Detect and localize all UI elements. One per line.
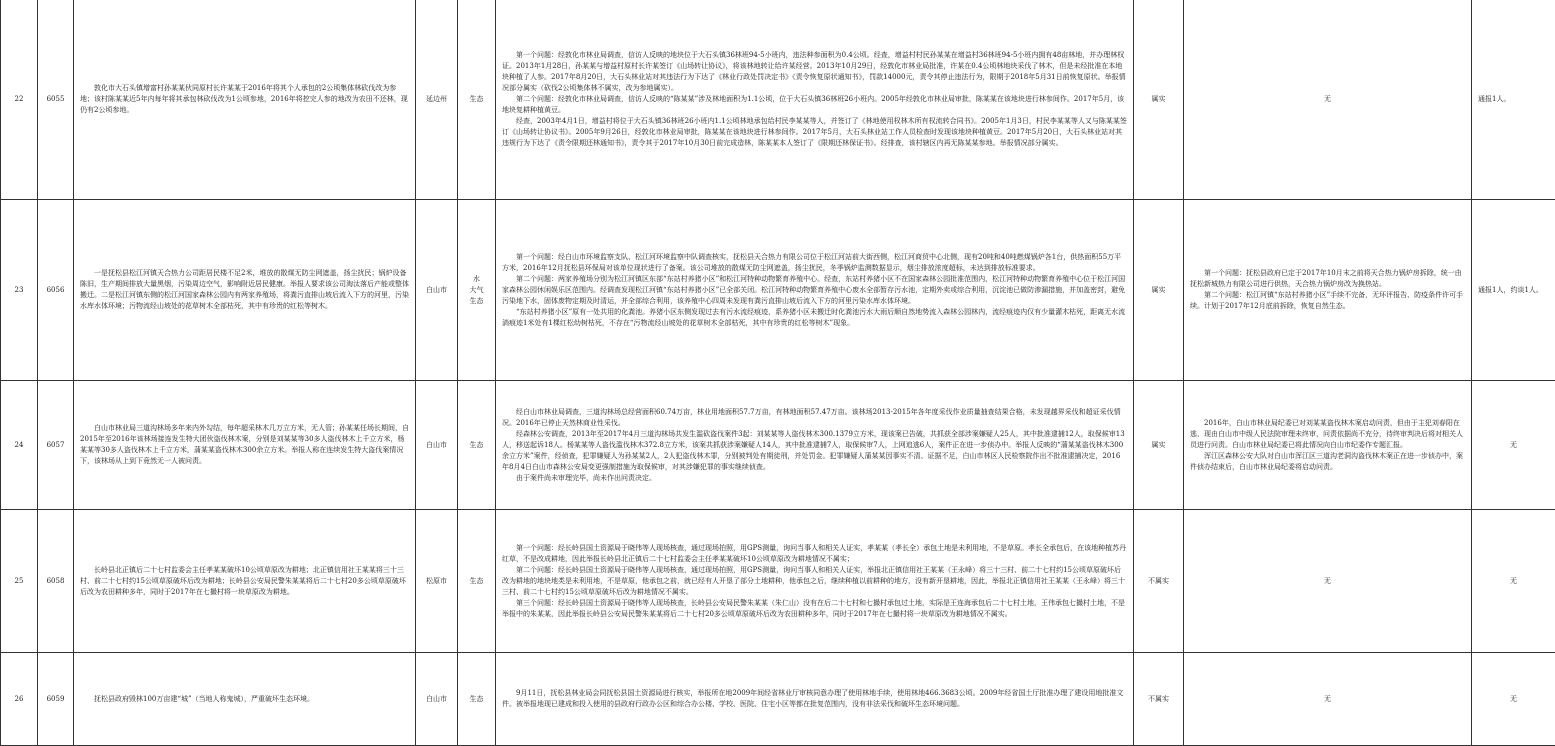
verdict-cell: 不属实	[1134, 510, 1184, 653]
complaint-text: 长岭县北正镇后二十七村监委会主任孝某某破坏10公顷草原改为耕地；北正镇信用社王某某将三十三村、前二十七村约15公顷草原破坏后改为耕地；长岭县公安局民警朱某某将后二十七村20多公顷草原破坏后改为农田耕种多年，同时于2017年在七撮村将一块草原改为耕地。	[80, 565, 409, 598]
category-cell	[458, 653, 496, 746]
verdict-cell: 属实	[1134, 200, 1184, 381]
category-label: 生态	[459, 576, 494, 587]
table-body	[1, 0, 1555, 746]
findings-cell	[496, 381, 1134, 510]
region-cell: 延边州	[416, 0, 458, 200]
rectification-paragraph: 第一个问题：抚松县政府已定于2017年10月末之前将天合热力锅炉房拆除，统一由抚松新城热力有限公司进行供热，天合热力锅炉房改为换热站。	[1190, 268, 1465, 290]
category-label: 生态	[459, 296, 494, 307]
table-row	[1, 510, 1555, 653]
region-cell: 白山市	[416, 200, 458, 381]
complaint-cell	[74, 381, 416, 510]
category-cell	[458, 200, 496, 381]
table-row	[1, 381, 1555, 510]
row-index-cell: 25	[1, 510, 38, 653]
findings-paragraph: 9月11日，抚松县林业局会同抚松县国土资源局进行核实，举报所在地2009年间经省林业厅审核同意办理了使用林地手续，使用林地466.3683公顷。2009年经省国土厅批准办理了建设用地批准文件。被举报地现已建成和投入使用的县政府行政办公区和综合办公楼、学校、医院、住宅小区等都在批复范围内，没有非法采伐和破坏生态环境问题。	[502, 688, 1127, 710]
verdict-cell: 属实	[1134, 0, 1184, 200]
row-index-cell: 23	[1, 200, 38, 381]
verdict-cell: 不属实	[1134, 653, 1184, 746]
rectification-cell	[1184, 653, 1472, 746]
category-label: 生态	[459, 694, 494, 705]
accountability-cell: 通报1人。	[1472, 0, 1555, 200]
findings-paragraph: “东站村养猪小区”原有一处共用的化粪池。养猪小区东侧发现过去有污水流经痕迹，系养猪小区未搬迁时化粪池污水大雨后顺自然地势流入森林公园林内，流经痕迹内仅有少量灌木枯死，距离无水流淌痕迹1米处有1棵红松幼树枯死，不存在“污物流经山坡处的花草树木全部枯死，其中有珍贵的红松等树木”现象。	[502, 307, 1127, 329]
complaint-text: 敦化市大石头镇增富村孙某某伙同原村长许某某于2016年将其个人承包的2公顷集体林砍伐改为参地；该村陈某某近5年内每年将其承包林砍伐改为1公顷参地，2016年将挖完人参的地改为农田不还林，现仍有2公顷参地。	[80, 83, 409, 116]
findings-paragraph: 第二个问题：经长岭县国土资源局于晓伟等人现场核查，通过现场拍照，用GPS测量，询问当事人和相关人证实，举报北正镇信用社王某某（王永峰）将三十三村、前二十七村约15公顷草原破坏后改为耕地的地块地类是未利用地，不是草原，他承包之前，就已经有人开垦了部分土地耕种，他承包之后，继续种植以前耕种的地方，没有新开垦耕地，因此，举报北正镇信用社王某某（王永峰）将三十三村、前二十七村约15公顷草原破坏后改为耕地情况不属实。	[502, 565, 1127, 598]
findings-paragraph: 第一个问题：经白山市环境监察支队、松江河环境监察中队调查核实，抚松县天合热力有限公司位于松江河站前大街西侧，松江河商贸中心北侧，现有20吨和40吨燃煤锅炉各1台，供热面积55万平方米，2016年12月抚松县环保局对该单位现状进行了备案。该公司堆放的散煤无防尘网遮盖，扬尘扰民，冬季锅炉监测数据显示，烟尘排放浓度超标，未达到排放标准要求。	[502, 252, 1127, 274]
table-row	[1, 0, 1555, 200]
findings-cell	[496, 653, 1134, 746]
region-cell: 白山市	[416, 381, 458, 510]
case-code-cell: 6058	[38, 510, 74, 653]
rectification-cell	[1184, 0, 1472, 200]
accountability-cell: 无	[1472, 381, 1555, 510]
findings-paragraph: 第二个问题：经敦化市林业局调查，信访人反映的“陈某某”涉及林地面积为1.1公顷，位于大石头镇36林班26小班内。2005年经敦化市林业局审批，陈某某在该地块进行林参间作。2017年5月，该地块复耕种植黄豆。	[502, 94, 1127, 116]
case-code-cell: 6056	[38, 200, 74, 381]
case-code-cell: 6055	[38, 0, 74, 200]
category-cell	[458, 510, 496, 653]
case-code-cell: 6059	[38, 653, 74, 746]
findings-paragraph: 第二个问题：两家养殖场分别为松江河镇区东部“东站村养猪小区”和松江河特种动物繁育养殖中心。经查，东站村养猪小区不在国家森林公园批准范围内，松江河特种动物繁育养殖中心位于松江河国家森林公园休闲娱乐区范围内。经调查发现松江河镇“东站村养猪小区”已全部关闭。松江河特种动物繁育养殖中心废水全部暂存污水池，定期外卖或综合利用，沉淀池已做防渗漏措施，并加盖密封，避免污染地下水，固体废物定期及时清运，并全部综合利用，该养殖中心四周未发现有粪污直排山坡后流入下方的河里污染水库水体环境。	[502, 274, 1127, 307]
category-label: 生态	[459, 94, 494, 105]
findings-paragraph: 第一个问题：经长岭县国土资源局于晓伟等人现场核查，通过现场拍照，用GPS测量，询问当事人和相关人证实，孝某某（孝长全）承包土地是未利用地，不是草原。孝长全承包后，在该地种植苏丹红草，不是改成耕地，因此举报长岭县北正镇后二十七村监委会主任孝某某破坏10公顷草原改为耕地情况不属实；	[502, 543, 1127, 565]
region-cell: 松原市	[416, 510, 458, 653]
rectification-paragraph: 浑江区森林公安大队对白山市浑江区三道沟老洞沟盗伐林木案正在进一步侦办中，案件侦办结束后，白山市林业局纪委将启动问责。	[1190, 451, 1465, 473]
category-cell	[458, 0, 496, 200]
category-label: 水	[459, 274, 494, 285]
findings-cell	[496, 510, 1134, 653]
findings-paragraph: 由于案件尚未审理完毕，尚未作出问责决定。	[502, 473, 1127, 484]
findings-cell	[496, 200, 1134, 381]
complaint-text: 一是抚松县松江河镇天合热力公司距居民楼不足2米，堆放的散煤无防尘网遮盖，扬尘扰民；锅炉设备陈旧，生产期间排放大量黑烟，污染周边空气，影响附近居民健康。举报人要求该公司淘汰落后产能或整体搬迁。二是松江河镇东侧的松江河国家森林公园内有两家养殖场，将粪污直排山坡后流入下方的河里，污染水库水体环境；污物流经山坡处的花草树木全部枯死，其中有珍贵的红松等树木。	[80, 268, 409, 312]
category-cell	[458, 381, 496, 510]
row-index-cell: 24	[1, 381, 38, 510]
findings-cell	[496, 0, 1134, 200]
category-label: 大气	[459, 285, 494, 296]
rectification-cell	[1184, 510, 1472, 653]
rectification-cell	[1184, 381, 1472, 510]
rectification-cell	[1184, 200, 1472, 381]
verdict-cell: 属实	[1134, 381, 1184, 510]
complaint-cell	[74, 653, 416, 746]
table-row	[1, 200, 1555, 381]
rectification-paragraph: 无	[1185, 694, 1470, 705]
case-code-cell: 6057	[38, 381, 74, 510]
complaint-cell	[74, 510, 416, 653]
rectification-paragraph: 2016年，白山市林业局纪委已对刘某某盗伐林木案启动问责，但由于主犯刘春阳在逃，现由白山市中级人民法院审理未终审，问责依据尚不充分，待终审判决后将对相关人员进行问责。白山市林业局纪委已将此情况向白山市纪委作专题汇报。	[1190, 418, 1465, 451]
category-label: 生态	[459, 440, 494, 451]
findings-paragraph: 第三个问题：经长岭县国土资源局于晓伟等人现场核查，长岭县公安局民警朱某某（朱仁山）没有在后二十七村和七撮村承包过土地，实际是王连海承包后二十七村土地，王伟承包七撮村土地，不是举报中的朱某某，因此举报长岭县公安局民警朱某某将后二十七村20多公顷草原破坏后改为农田耕种多年，同时于2017年在七撮村将一块草原改为耕地情况不属实。	[502, 598, 1127, 620]
rectification-paragraph: 无	[1185, 576, 1470, 587]
accountability-cell: 通报1人，约谈1人。	[1472, 200, 1555, 381]
complaint-text: 抚松县政府毁林100万亩建“城”（当地人称鬼城），严重破坏生态环境。	[80, 694, 409, 705]
complaint-cell	[74, 200, 416, 381]
row-index-cell: 26	[1, 653, 38, 746]
accountability-cell: 无	[1472, 653, 1555, 746]
accountability-cell: 无	[1472, 510, 1555, 653]
rectification-paragraph: 第二个问题：松江河镇“东站村养猪小区”手续不完备，无环评报告、防疫条件许可手续。计划于2017年12月底前拆除，恢复自然生态。	[1190, 290, 1465, 312]
findings-paragraph: 经森林公安调查，2013年至2017年4月三道沟林场共发生滥砍盗伐案件3起：刘某某等人盗伐林木300.1379立方米，现该案已告破，共抓获全部涉案嫌疑人25人，其中批准逮捕12人，取保候审13人，移送起诉18人。杨某某等人盗伐滥伐林木372.8立方米，该案共抓获涉案嫌疑人14人，其中批准逮捕7人，取保候审7人，上网追逃6人，案件正在进一步侦办中。举报人反映的“蒲某某盗伐林木300余立方米”案件，经侦查，犯罪嫌疑人为孙某某2人，2人犯盗伐林木罪，分别被判处有期徒刑，并处罚金。犯罪嫌疑人蒲某某因事实不清、证据不足，白山市林区人民检察院作出不批准逮捕决定，2016年8月4日白山市森林公安局变更强制措施为取保候审，对其涉嫌犯罪的事实继续侦查。	[502, 429, 1127, 473]
findings-paragraph: 经白山市林业局调查，三道沟林场总经营面积60.74万亩，林业用地面积57.7万亩，有林地面积57.47万亩。该林场2013-2015年各年度采伐作业质量抽查结果合格，未发现越界采伐和超证采伐情况。2016年已停止天然林商业性采伐。	[502, 407, 1127, 429]
rectification-paragraph: 无	[1185, 94, 1470, 105]
complaint-cell	[74, 0, 416, 200]
findings-paragraph: 第一个问题：经敦化市林业局调查，信访人反映的地块位于大石头镇36林班94-5小班内，违法种参面积为0.4公顷。经查，增益村村民孙某某在增益村36林班94-5小班内拥有48亩林地，并办理林权证。2013年1月28日，孙某某与增益村原村长许某签订《山场转让协议》，将该林地转让给许某经营。2013年10月29日，经敦化市林业局批准，许某在0.4公顷林地块采伐了林木，但是未经批准在本地块种植了人参。2017年8月20日，大石头林业站对其违法行为下达了《林业行政处罚决定书》《责令恢复原状通知书》，罚款14000元，责令其停止违法行为，限期于2018年5月31日前恢复原状。举报情况部分属实（砍伐2公顷集体林不属实，改为参地属实）。	[502, 50, 1127, 94]
region-cell: 白山市	[416, 653, 458, 746]
complaint-text: 白山市林业局三道沟林场多年来内外勾结，每年超采林木几万立方米，无人管；孙某某任场长期间，自2015年至2016年该林场接连发生特大团伙盗伐林木案，分别是刘某某等30多人盗伐林木上千立方米，杨某某等30多人盗伐林木上千立方米，蒲某某盗伐林木300余立方米。举报人称在连续发生特大盗伐案情况下，该林场从上到下竟然无一人被问责。	[80, 423, 409, 467]
table-row	[1, 653, 1555, 746]
findings-paragraph: 经查，2003年4月1日，增益村将位于大石头镇36林班26小班内1.1公顷林地承包给村民李某某等人，并签订了《林地使用权林木所有权流转合同书》。2005年1月3日，村民李某某等人又与陈某某签订《山场转让协议书》。2005年9月26日，经敦化市林业局审批，陈某某在该地块进行林参间作。2017年5月，大石头林业站工作人员检查时发现该地块种植黄豆。2017年5月20日，大石头林业站对其违规行为下达了《责令限期还林通知书》，责令其于2017年10月30日前完成造林，陈某某本人签订了《限期还林保证书》。经排查，该村辖区内再无陈某某参地。举报情况部分属实。	[502, 116, 1127, 149]
row-index-cell: 22	[1, 0, 38, 200]
